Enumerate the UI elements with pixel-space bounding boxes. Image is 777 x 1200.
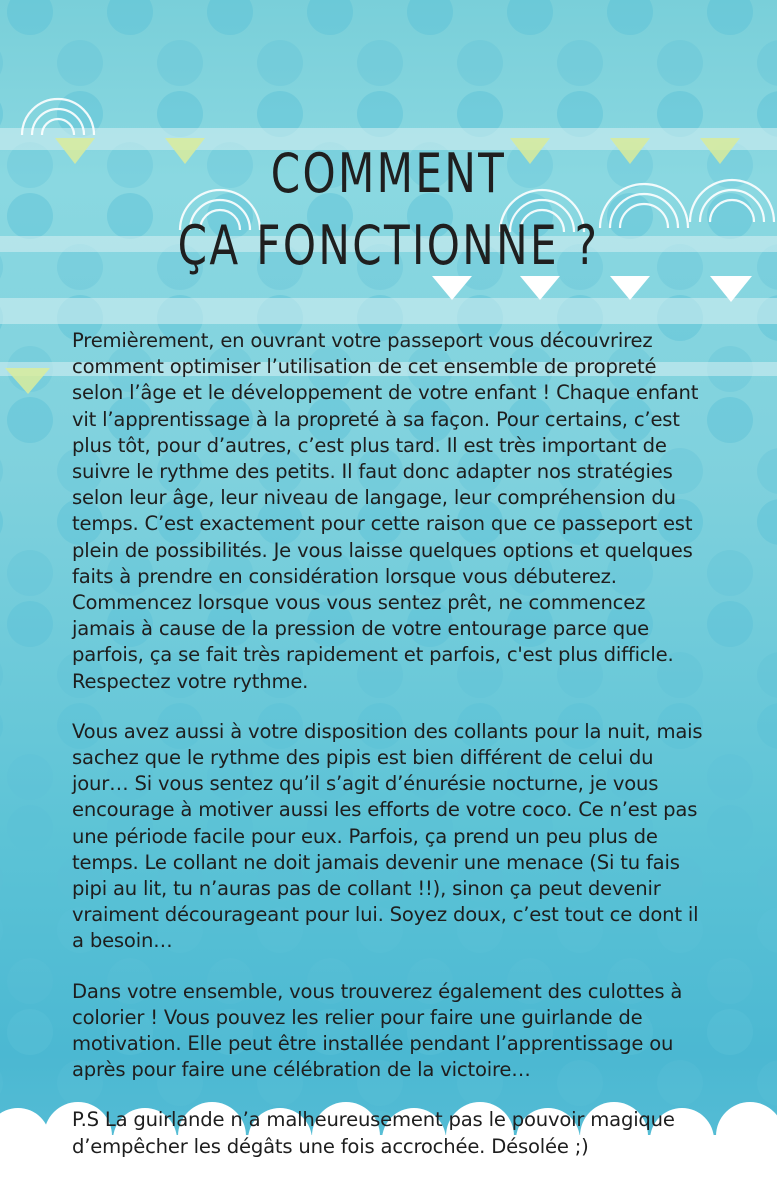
paragraph-night-stickers: Vous avez aussi à votre disposition des collants pour la nuit, mais sachez que le rythme des pipis est bien différent de celui du jour… Si vous sentez qu’il s’agit d’énurésie nocturne, je vous encourage à motiver aussi les efforts de votre coco. Ce n’est pas une période facile pour eux. Parfois, ça prend un peu plus de temps. Le collant ne doit jamais devenir une menace (Si tu fais pipi au lit, tu n’auras pas de collant !!), sinon ça peut devenir vraiment décourageant pour lui. Soyez doux, c’est tout ce dont il a besoin… [72,719,703,953]
polka-dot [757,448,777,494]
polka-dot [157,40,203,86]
polka-dot [757,40,777,86]
polka-dot [7,1009,53,1055]
polka-dot [0,1060,3,1106]
page-title-line-1: COMMENT [270,142,507,205]
polka-dot [657,40,703,86]
paragraph-garland: Dans votre ensemble, vous trouverez également des culottes à colorier ! Vous pouvez les relier pour faire une guirlande de motivation. Elle peut être installée pendant l’apprentissage ou après pour faire une célébration de la victoire… [72,979,683,1082]
polka-dot [707,0,753,35]
polka-dot [507,0,553,35]
page-title-line-2: ÇA FONCTIONNE ? [177,214,600,277]
polka-dot [7,754,53,800]
polka-dot [607,0,653,35]
polka-dot [0,703,3,749]
polka-dot [7,193,53,239]
polka-dot [7,601,53,647]
polka-dot [7,958,53,1004]
polka-dot [0,652,3,698]
polka-dot [307,0,353,35]
paragraph-intro: Premièrement, en ouvrant votre passeport vous découvrirez comment optimiser l’utilisation de cet ensemble de propreté selon l’âge et le développement de votre enfant ! Chaque enfant vit l’apprentissage à la propreté à sa façon. Pour certains, c’est plus tôt, pour d’autres, c’est plus tard. Il est très important de suivre le rythme des petits. Il faut donc adapter nos stratégies selon leur âge, leur niveau de langage, leur compréhension du temps. C’est exactement pour cette raison que ce passeport est plein de possibilités. Je vous laisse quelques options et quelques faits à prendre en considération lorsque vous débuterez. Commencez lorsque vous vous sentez prêt, ne commencez jamais à cause de la pression de votre entourage parce que parfois, ça se fait très rapidement et parfois, c'est plus difficle. Respectez votre rythme. [72,329,699,693]
polka-dot [707,601,753,647]
polka-dot [357,40,403,86]
polka-dot [57,40,103,86]
polka-dot [757,652,777,698]
polka-dot [707,550,753,596]
polka-dot [757,856,777,902]
polka-dot [0,907,3,953]
polka-dot [407,0,453,35]
polka-dot [757,907,777,953]
body-text [72,328,712,1160]
polka-dot [7,550,53,596]
polka-dot [0,40,3,86]
polka-dot [257,40,303,86]
polka-dot [107,0,153,35]
polka-dot [0,856,3,902]
paragraph-postscript: P.S La guirlande n’a malheureusement pas le pouvoir magique d’empêcher les dégâts une fois accrochée. Désolée ;) [72,1108,675,1158]
polka-dot [7,397,53,443]
polka-dot [7,805,53,851]
polka-dot [707,958,753,1004]
polka-dot [707,1009,753,1055]
polka-dot [707,805,753,851]
polka-dot [457,40,503,86]
polka-dot [757,499,777,545]
polka-dot [0,499,3,545]
polka-dot [757,1060,777,1106]
polka-dot [557,40,603,86]
polka-dot [207,0,253,35]
polka-dot [7,0,53,35]
polka-dot [0,448,3,494]
polka-dot [707,754,753,800]
polka-dot [757,703,777,749]
polka-dot [707,397,753,443]
